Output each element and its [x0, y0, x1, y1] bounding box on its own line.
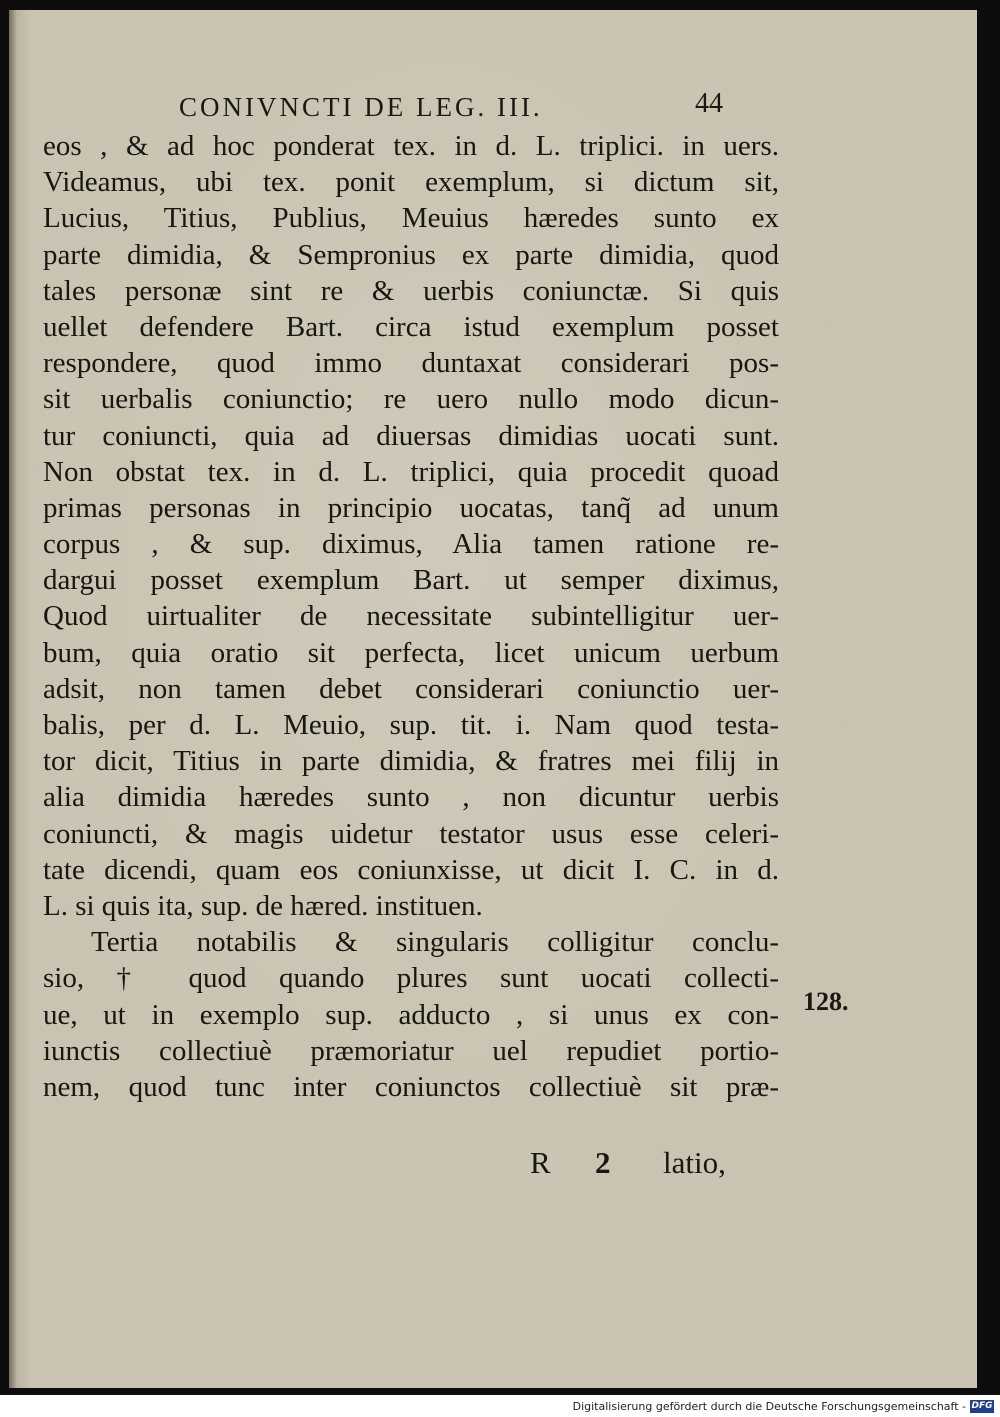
text-line: alia dimidia hæredes sunto , non dicuntur uerbis — [43, 781, 779, 814]
digitization-credit: Digitalisierung gefördert durch die Deutsche Forschungsgemeinschaft - — [572, 1400, 966, 1413]
signature-number: 2 — [595, 1145, 611, 1180]
signature-mark: R — [530, 1145, 551, 1180]
body-text — [43, 128, 779, 1105]
text-line: corpus , & sup. diximus, Alia tamen ratione re- — [43, 528, 779, 561]
text-line: sio, † quod quando plures sunt uocati collecti- — [43, 962, 779, 995]
running-head: CONIVNCTI DE LEG. III. — [179, 92, 543, 122]
text-line: primas personas in principio uocatas, tanq̃ ad unum — [43, 491, 779, 524]
text-line: sit uerbalis coniunctio; re uero nullo modo dicun- — [43, 383, 779, 416]
text-line: Quod uirtualiter de necessitate subintelligitur uer- — [43, 600, 779, 633]
text-line: tur coniuncti, quia ad diuersas dimidias uocati sunt. — [43, 419, 779, 452]
text-line: bum, quia oratio sit perfecta, licet unicum uerbum — [43, 636, 779, 669]
text-line: nem, quod tunc inter coniunctos collectiuè sit præ- — [43, 1070, 779, 1103]
text-line: Tertia notabilis & singularis colligitur conclu- — [91, 926, 779, 959]
text-line: eos , & ad hoc ponderat tex. in d. L. triplici. in uers. — [43, 130, 779, 162]
text-line: respondere, quod immo duntaxat considerari pos- — [43, 347, 779, 380]
margin-note: 128. — [803, 987, 849, 1016]
catchword: latio, — [663, 1145, 726, 1180]
text-line: tales personæ sint re & uerbis coniunctæ. Si quis — [43, 274, 779, 307]
text-line: balis, per d. L. Meuio, sup. tit. i. Nam quod testa- — [43, 709, 779, 741]
book-page — [9, 10, 977, 1388]
text-line: coniuncti, & magis uidetur testator usus esse celeri- — [43, 817, 779, 850]
dfg-logo: DFG — [971, 1401, 993, 1411]
text-line: parte dimidia, & Sempronius ex parte dimidia, quod — [43, 238, 779, 271]
page-number: 44 — [695, 88, 723, 119]
text-line: uellet defendere Bart. circa istud exemplum posset — [43, 310, 779, 343]
text-line: tate dicendi, quam eos coniunxisse, ut dicit I. C. in d. — [43, 853, 779, 886]
text-line: Non obstat tex. in d. L. triplici, quia procedit quoad — [43, 455, 779, 488]
text-line: tor dicit, Titius in parte dimidia, & fratres mei filij in — [43, 745, 779, 778]
text-line: adsit, non tamen debet considerari coniunctio uer- — [43, 672, 779, 705]
spine-shadow — [9, 10, 17, 1388]
text-line: ue, ut in exemplo sup. adducto , si unus ex con- — [43, 998, 779, 1031]
text-line: L. si quis ita, sup. de hæred. instituen. — [43, 889, 483, 922]
text-line: iunctis collectiuè præmoriatur uel repudiet portio- — [43, 1034, 779, 1067]
text-line: dargui posset exemplum Bart. ut semper diximus, — [43, 564, 779, 597]
text-line: Lucius, Titius, Publius, Meuius hæredes sunto ex — [43, 202, 779, 235]
text-line: Videamus, ubi tex. ponit exemplum, si dictum sit, — [43, 166, 779, 199]
